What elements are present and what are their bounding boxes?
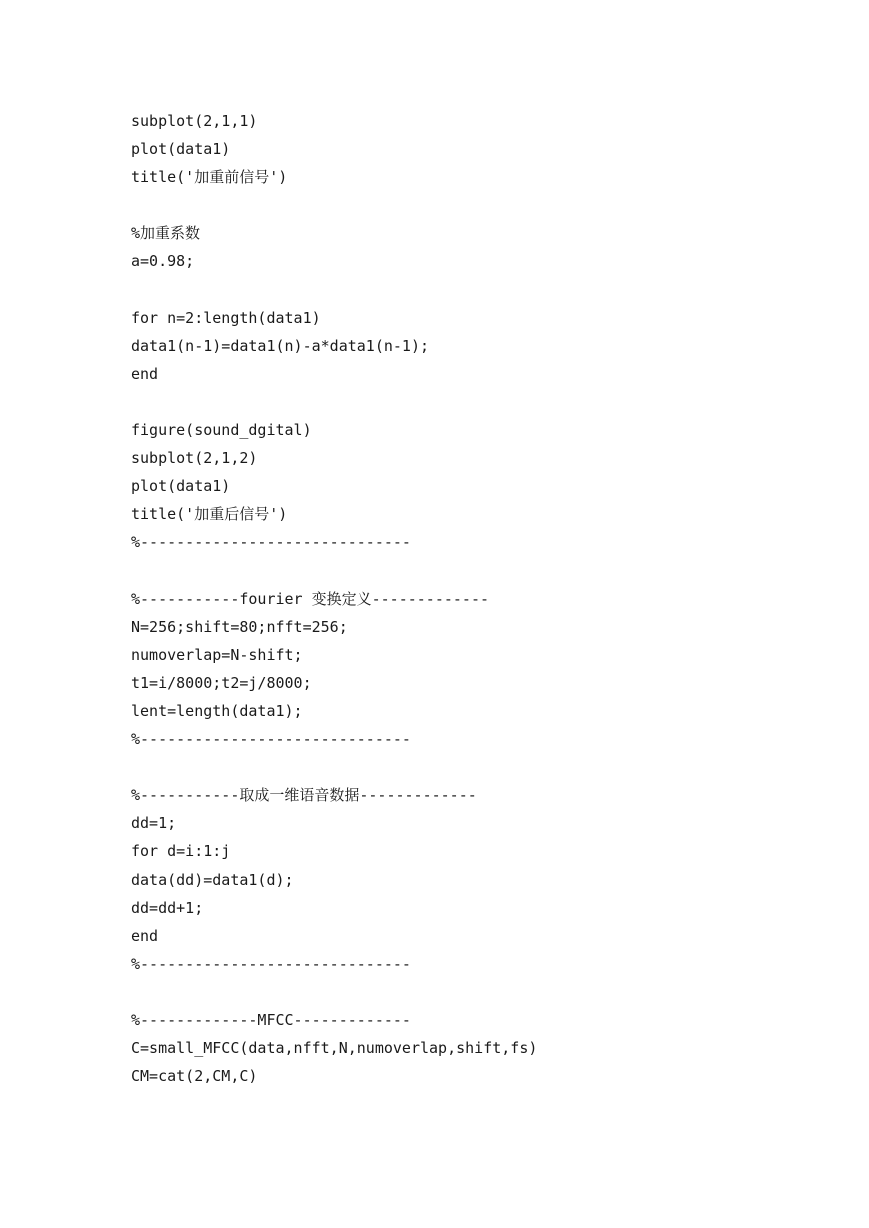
code-line: data1(n-1)=data1(n)-a*data1(n-1); <box>131 336 430 355</box>
code-line: C=small_MFCC(data,nfft,N,numoverlap,shift,fs) <box>131 1039 538 1058</box>
code-line: t1=i/8000;t2=j/8000; <box>131 673 312 692</box>
code-line: title('加重前信号') <box>131 168 288 187</box>
code-line: N=256;shift=80;nfft=256; <box>131 617 348 636</box>
code-line: end <box>131 926 159 945</box>
code-line: numoverlap=N-shift; <box>131 645 303 664</box>
code-line: end <box>131 364 159 383</box>
code-line: figure(sound_dgital) <box>131 421 312 440</box>
code-line: subplot(2,1,1) <box>131 112 258 130</box>
code-line: title('加重后信号') <box>131 505 288 524</box>
code-comment: %-----------fourier 变换定义------------- <box>131 589 490 608</box>
blank-line <box>131 276 831 304</box>
code-line: data(dd)=data1(d); <box>131 870 294 889</box>
code-line: plot(data1) <box>131 140 231 159</box>
code-listing <box>131 107 831 1090</box>
code-line: for n=2:length(data1) <box>131 308 321 327</box>
code-comment: %------------------------------ <box>131 730 411 749</box>
code-line: a=0.98; <box>131 252 195 271</box>
code-line: lent=length(data1); <box>131 701 303 720</box>
blank-line <box>131 978 831 1006</box>
blank-line <box>131 191 831 219</box>
code-line: plot(data1) <box>131 477 231 496</box>
blank-line <box>131 753 831 781</box>
code-line: CM=cat(2,CM,C) <box>131 1067 258 1086</box>
code-line: dd=1; <box>131 814 177 833</box>
code-line: dd=dd+1; <box>131 898 204 917</box>
code-comment: %加重系数 <box>131 224 201 243</box>
code-line: subplot(2,1,2) <box>131 449 258 468</box>
blank-line <box>131 388 831 416</box>
code-line: for d=i:1:j <box>131 842 231 861</box>
code-comment: %------------------------------ <box>131 954 411 973</box>
code-comment: %-------------MFCC------------- <box>131 1011 411 1029</box>
code-comment: %------------------------------ <box>131 533 411 552</box>
code-comment: %-----------取成一维语音数据------------- <box>131 786 477 805</box>
blank-line <box>131 557 831 585</box>
